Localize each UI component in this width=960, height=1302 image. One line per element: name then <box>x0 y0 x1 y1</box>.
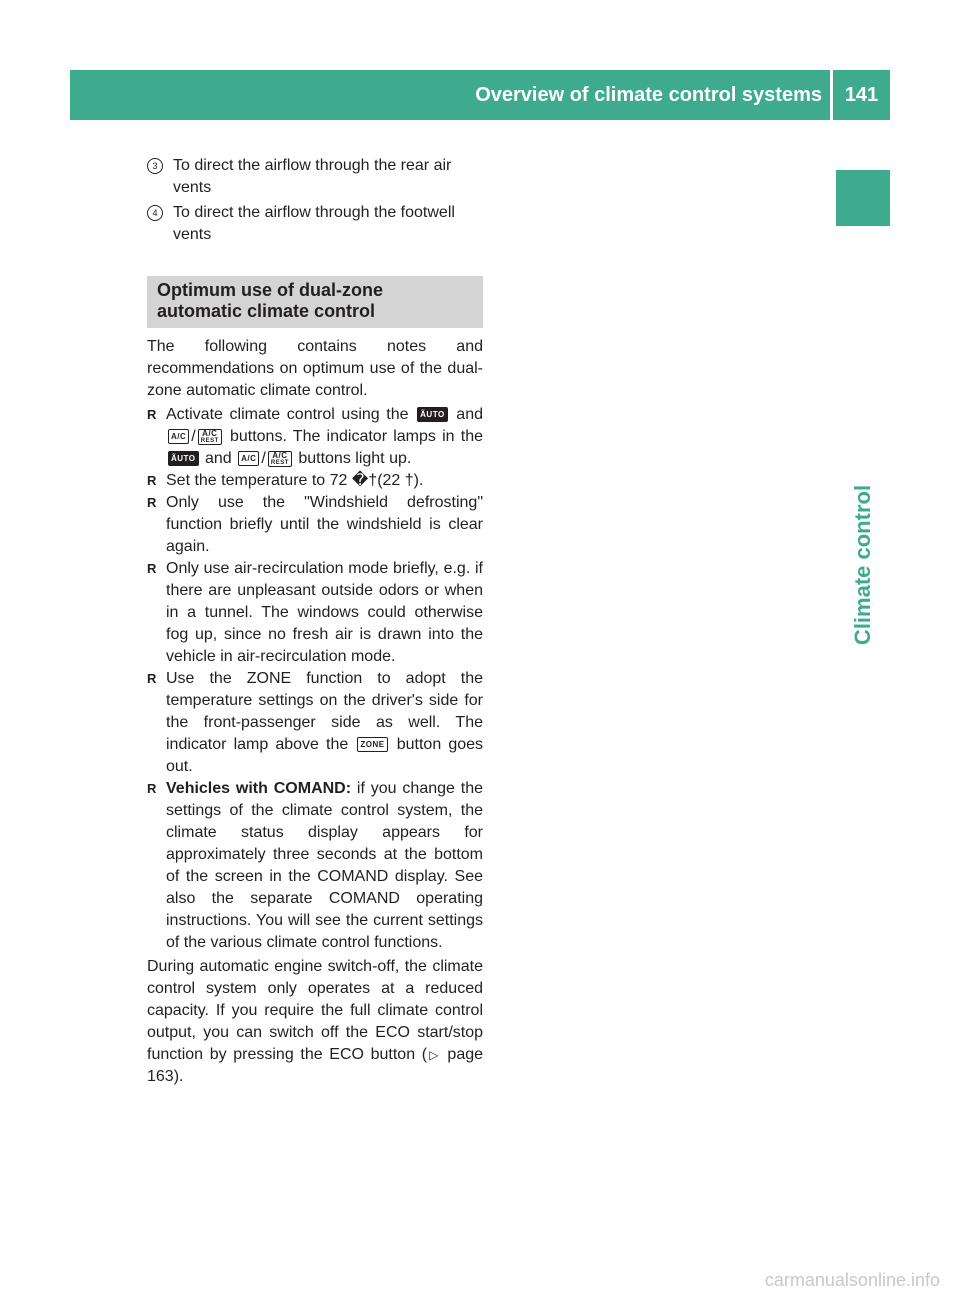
header-title: Overview of climate control systems <box>475 83 822 106</box>
ac-rest-top: A/C <box>202 428 218 438</box>
side-tab-marker <box>836 170 890 226</box>
bullet-icon: R <box>147 781 157 796</box>
watermark: carmanualsonline.info <box>764 1270 940 1290</box>
bullet-item <box>147 558 483 668</box>
bullet-text: and <box>456 406 483 423</box>
bullet-text: / <box>191 428 196 445</box>
bullet-text: Only use air-recirculation mode briefly, e.g. if there are unpleasant outside odors or when in a tunnel. The windows could otherwise fog up, since no fresh air is drawn into the vehicle in air-recirculation mode. <box>166 560 483 665</box>
auto-button-icon: ÃUTO <box>168 451 199 466</box>
ac-rest-bottom: REST <box>270 459 289 466</box>
item-text: To direct the airflow through the footwell vents <box>173 204 455 243</box>
bullet-text: Activate climate control using the <box>166 406 409 423</box>
bullet-icon: R <box>147 473 157 488</box>
bullet-text: if you change the settings of the climate control system, the climate status display appears for approximately three seconds at the bottom of the screen in the COMAND display. See also the separate COMAND operating instructions. You will see the current settings of the various climate control functions. <box>166 780 483 951</box>
closing-text: During automatic engine switch-off, the climate control system only operates at a reduced capacity. If you require the full climate control output, you can switch off the ECO start/stop function by pressing the ECO button ( <box>147 958 483 1063</box>
item-number-3: 3 <box>147 158 163 174</box>
page-reference-link[interactable]: page 163 <box>147 1046 484 1085</box>
page-content <box>147 155 483 1088</box>
bullet-text: / <box>261 450 266 467</box>
section-heading: Optimum use of dual-zone automatic climate control <box>147 276 483 328</box>
ac-rest-button-icon <box>268 451 292 467</box>
bullet-item <box>147 470 483 492</box>
bullet-bold-text: Vehicles with COMAND: <box>166 780 352 797</box>
closing-paragraph <box>147 956 483 1088</box>
bullet-text: Use the ZONE function to adopt the temperature settings on the driver's side for the front-passenger side as well. The indicator lamp above the <box>166 670 483 753</box>
ac-button-icon: A/C <box>168 429 189 444</box>
bullet-text: buttons. The indicator lamps in the <box>229 428 483 445</box>
numbered-item <box>147 155 483 199</box>
bullet-text: buttons light up. <box>298 450 412 467</box>
closing-end: ). <box>173 1068 184 1085</box>
item-text: To direct the airflow through the rear air vents <box>173 157 452 196</box>
item-number-4: 4 <box>147 205 163 221</box>
side-tab-label: Climate control <box>850 484 875 646</box>
bullet-item <box>147 404 483 470</box>
bullet-icon: R <box>147 495 157 510</box>
bullet-item <box>147 668 483 778</box>
header-bar <box>70 70 890 120</box>
auto-button-icon: ÃUTO <box>417 407 448 422</box>
bullet-text: Only use the "Windshield defrosting" function briefly until the windshield is clear again. <box>166 494 483 555</box>
ac-button-icon: A/C <box>238 451 259 466</box>
page-number: 141 <box>844 83 879 106</box>
ac-rest-button-icon <box>198 429 222 445</box>
zone-button-icon: ZONE <box>357 737 387 752</box>
bullet-text: and <box>204 450 232 467</box>
bullet-item <box>147 492 483 558</box>
bullet-text: Set the temperature to 72 �†(22 †). <box>166 472 424 489</box>
bullet-list <box>147 404 483 954</box>
bullet-item <box>147 778 483 954</box>
ac-rest-top: A/C <box>272 450 288 460</box>
bullet-icon: R <box>147 407 157 422</box>
ac-rest-bottom: REST <box>200 437 219 444</box>
numbered-item <box>147 202 483 246</box>
bullet-icon: R <box>147 671 157 686</box>
bullet-text: button goes out. <box>166 736 484 775</box>
bullet-icon: R <box>147 561 157 576</box>
intro-paragraph: The following contains notes and recommendations on optimum use of the dual-zone automatic climate control. <box>147 338 483 399</box>
page-ref-arrow-icon: ▷ <box>427 1048 441 1062</box>
